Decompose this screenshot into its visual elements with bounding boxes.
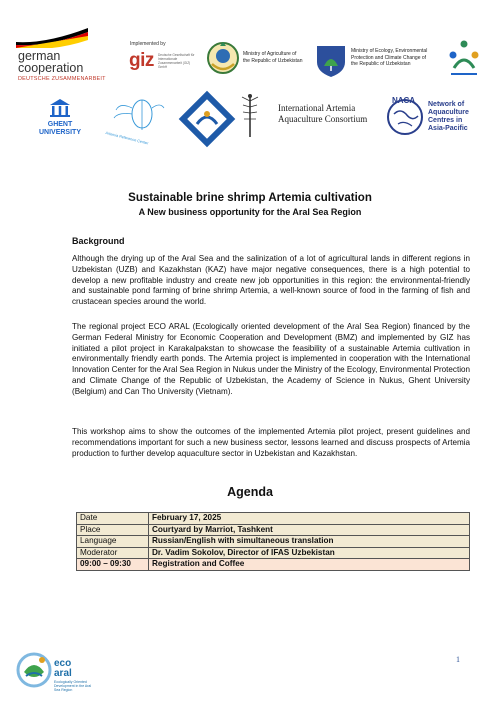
deutsche-zusammenarbeit-label: DEUTSCHE ZUSAMMENARBEIT <box>18 76 106 82</box>
agenda-heading: Agenda <box>227 485 273 499</box>
eco-aral-wordmark-aral: aral <box>54 668 72 679</box>
agenda-row <box>77 524 470 536</box>
agenda-item: Registration and Coffee <box>149 559 470 571</box>
ministry-agriculture-label: Ministry of Agriculture of the Republic of Uzbekistan <box>243 51 303 64</box>
naca-badge: NACA <box>392 96 416 105</box>
agenda-row <box>77 513 470 525</box>
background-paragraph-1: Although the drying up of the Aral Sea and the salinization of a lot of agricultural lands in different regions in Uzbekistan (UZB) and Kazakhstan (KAZ) have major negative consequences, there is a high potential to develop a new profitable industry and create new job opportunities in this region: the environmental-friendly and sustainable pond farming of brine shrimp Artemia, a well-known source of food in the farming of fish and crustacean species around the world. <box>72 254 470 307</box>
ghent-university-building-icon <box>48 98 72 118</box>
eco-aral-subtitle: Ecologically Oriented Development in the Aral Sea Region <box>54 680 92 692</box>
agenda-row-highlighted <box>77 559 470 571</box>
iac-label: International Artemia Aquaculture Consortium <box>278 103 368 124</box>
agenda-label: Language <box>77 536 149 548</box>
agenda-value: Russian/English with simultaneous translation <box>149 536 470 548</box>
implemented-by-label: Implemented by <box>130 41 166 47</box>
document-subtitle: A New business opportunity for the Aral Sea Region <box>138 207 362 217</box>
agenda-value: Courtyard by Marriot, Tashkent <box>149 524 470 536</box>
agenda-label: Place <box>77 524 149 536</box>
agenda-table <box>76 512 470 571</box>
naca-label: Network of Aquaculture Centres in Asia-Pacific <box>428 101 469 132</box>
eco-aral-logo-icon <box>16 650 52 690</box>
background-paragraph-2: The regional project ECO ARAL (Ecologically oriented development of the Aral Sea Region) financed by the German Federal Ministry for Economic Cooperation and Development (BMZ) and implemented by GIZ has initiated a pilot project in Karakalpakstan to showcase the feasibility of a sustainable Artemia cultivation in environmentally friendly earth ponds. The Artemia project is implemented in cooperation with the International Innovation Center for the Aral Sea Region in Nukus under the Ministry of the Ecology, Environmental Protection and Climate Change of the Republic of Uzbekistan, the Academy of Science in Nukus, Ghent University (Belgium) and Can Tho University (Vietnam). <box>72 322 471 396</box>
agenda-value: Dr. Vadim Sokolov, Director of IFAS Uzbekistan <box>149 547 470 559</box>
artemia-reference-center-label: Artemia Reference Center <box>105 131 149 146</box>
ministry-ecology-shield-icon <box>314 42 348 78</box>
artemia-shrimp-icon <box>240 93 260 139</box>
agenda-row <box>77 536 470 548</box>
document-title: Sustainable brine shrimp Artemia cultivation <box>128 192 372 204</box>
page-number: 1 <box>456 655 460 664</box>
agenda-row <box>77 547 470 559</box>
eco-aral-wordmark-eco: eco <box>54 658 72 669</box>
german-cooperation-wordmark: german cooperation <box>18 49 84 75</box>
ministry-ecology-label: Ministry of Ecology, Environmental Protection and Climate Change of the Republic of Uzbekistan <box>351 48 428 67</box>
can-tho-university-logo <box>178 90 236 148</box>
background-heading: Background <box>72 236 125 246</box>
giz-logo: giz <box>129 50 154 71</box>
agenda-label: Moderator <box>77 547 149 559</box>
people-network-icon <box>446 38 482 78</box>
german-cooperation-flag-logo <box>16 28 88 48</box>
uzbekistan-emblem-icon <box>206 40 240 76</box>
agenda-label: Date <box>77 513 149 525</box>
ghent-university-label: GHENT UNIVERSITY <box>38 121 81 136</box>
agenda-time: 09:00 – 09:30 <box>77 559 149 571</box>
background-paragraph-3: This workshop aims to show the outcomes of the implemented Artemia pilot project, present guidelines and recommendations important for such a new business sector, lessons learned and discuss prospects of Artemia production to further develop aquaculture sector in Uzbekistan and Kazakhstan. <box>72 427 470 458</box>
giz-subtitle: Deutsche Gesellschaft für Internationale Zusammenarbeit (GIZ) GmbH <box>158 53 195 69</box>
agenda-value: February 17, 2025 <box>149 513 470 525</box>
